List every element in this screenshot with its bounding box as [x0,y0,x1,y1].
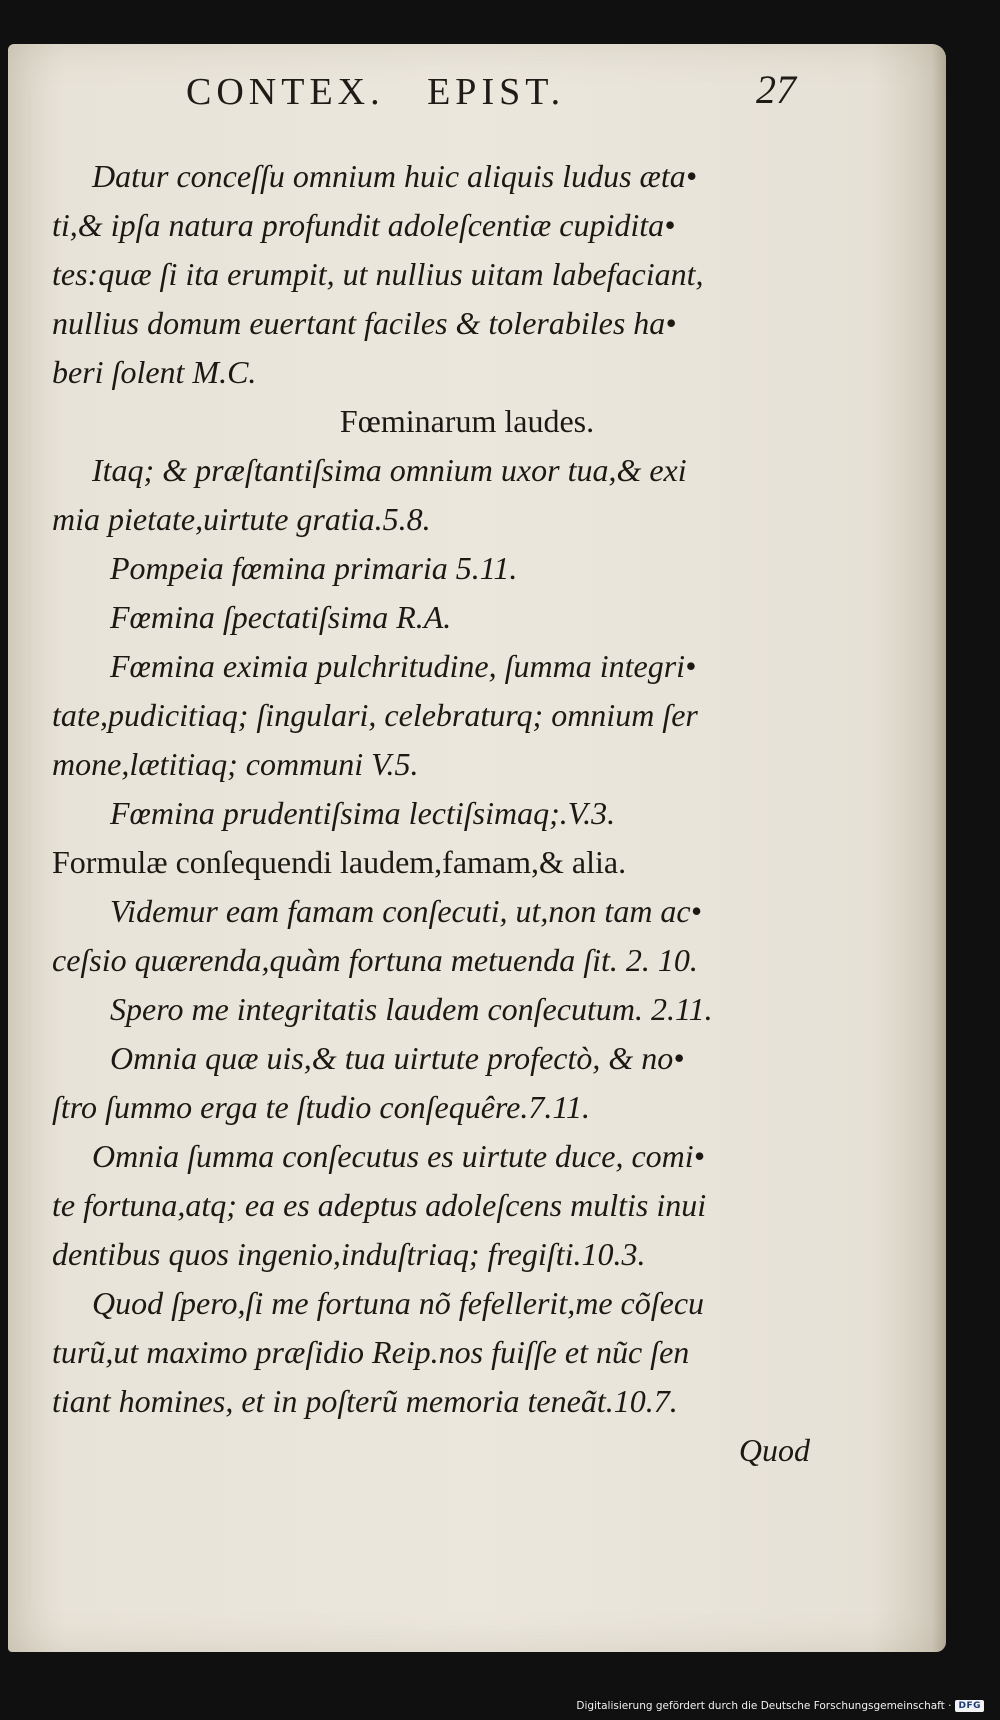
text-line: Formulæ conſequendi laudem,famam,& alia. [52,844,627,880]
page-number: 27 [756,67,796,112]
page-header [176,66,796,126]
text-line: ceſsio quærenda,quàm fortuna metuenda ſit. 2. 10. [52,942,698,978]
text-line: tiant homines, et in poſterũ memoria teneãt.10.7. [52,1383,678,1419]
text-line: Datur conceſſu omnium huic aliquis ludus æta• [92,158,697,194]
digitization-credit [576,1700,984,1712]
text-line: ſtro ſummo erga te ſtudio conſequêre.7.11. [52,1089,590,1125]
text-line: tate,pudicitiaq; ſingulari, celebraturq; omnium ſer [52,697,698,733]
text-line: Videmur eam famam conſecuti, ut,non tam ac• [110,893,702,929]
text-line: Itaq; & præſtantiſsima omnium uxor tua,& exi [92,452,687,488]
text-line: ti,& ipſa natura profundit adoleſcentiæ cupidita• [52,207,676,243]
running-head: CONTEX. EPIST. [186,71,566,113]
text-line: Pompeia fœmina primaria 5.11. [110,550,518,586]
text-line: mia pietate,uirtute gratia.5.8. [52,501,431,537]
text-line: Fœmina ſpectatiſsima R.A. [110,599,452,635]
text-line: Spero me integritatis laudem conſecutum. 2.11. [110,991,713,1027]
text-line: mone,lætitiaq; communi V.5. [52,746,419,782]
text-line: Fœmina prudentiſsima lectiſsimaq;.V.3. [110,795,616,831]
dfg-logo: DFG [955,1700,984,1712]
text-line: nullius domum euertant faciles & tolerabiles ha• [52,305,677,341]
credit-text: Digitalisierung gefördert durch die Deutsche Forschungsgemeinschaft · [576,1700,952,1712]
text-line: Quod ſpero,ſi me fortuna nõ fefellerit,me cõſecu [92,1285,705,1321]
text-line: te fortuna,atq; ea es adeptus adoleſcens multis inui [52,1187,707,1223]
text-line: dentibus quos ingenio,induſtriaq; fregiſti.10.3. [52,1236,646,1272]
text-line: turũ,ut maximo præſidio Reip.nos fuiſſe et nũc ſen [52,1334,690,1370]
section-heading: Fœminarum laudes. [339,403,595,439]
text-line: Omnia ſumma conſecutus es uirtute duce, comi• [92,1138,705,1174]
catchword: Quod [738,1432,810,1468]
text-line: tes:quæ ſi ita erumpit, ut nullius uitam labefaciant, [52,256,704,292]
text-line: Fœmina eximia pulchritudine, ſumma integri• [110,648,697,684]
text-line: Omnia quæ uis,& tua uirtute profectò, & no• [110,1040,685,1076]
page-body-text [52,152,812,1475]
page-edge-shadow [932,44,946,1652]
text-line: beri ſolent M.C. [52,354,257,390]
